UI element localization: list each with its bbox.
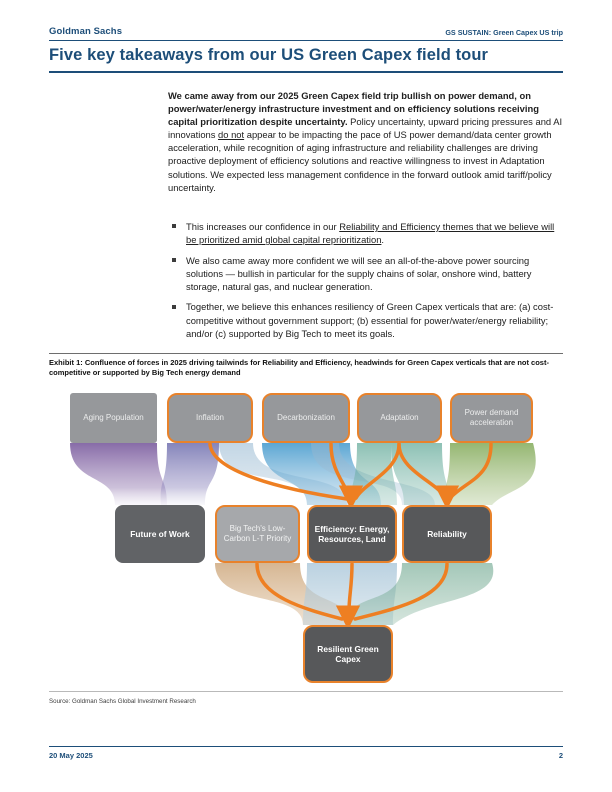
- node-label: Adaptation: [380, 413, 419, 422]
- node-label: Big Tech’s Low-Carbon L-T Priority: [223, 524, 292, 543]
- node-aging-population: [70, 393, 157, 443]
- node-label: Future of Work: [130, 529, 190, 539]
- flow-aging-to-fow: [70, 443, 167, 505]
- footer-rule: [49, 746, 563, 747]
- page-title: Five key takeaways from our US Green Capex field tour: [49, 46, 489, 64]
- footer-page-number: 2: [558, 751, 563, 760]
- node-reliability: [402, 505, 492, 563]
- bullet-square-icon: [172, 258, 176, 262]
- flow-inflation-to-fow: [161, 443, 219, 505]
- node-label: Inflation: [195, 413, 225, 422]
- title-rule: [49, 71, 563, 73]
- summary-text-2: appear to be impacting the pace of US power demand/data center growth acceleration, while recognition of aging infrastructure and reliability challenges are driving proactive deployment of efficiency solutions and reactive willingness to invest in Adaptation solutions. We expected less management confidence in the forward outlook amid tariff/policy uncertainty.: [168, 129, 552, 193]
- summary-lead: We came away from our 2025 Green Capex field trip bullish on power demand, on power/water/energy infrastructure investment and on efficiency solutions receiving capital prioritization despite uncertainty.: [168, 90, 539, 128]
- bullet-item-1: [172, 220, 565, 246]
- node-adaptation: [357, 393, 442, 443]
- bullet-square-icon: [172, 305, 176, 309]
- bullet-item-3: [172, 300, 565, 339]
- bullet-1-link[interactable]: Reliability and Efficiency themes that we believe will be prioritized amid global capital reprioritization: [186, 221, 555, 246]
- node-resilient-green-capex: [303, 625, 393, 683]
- bullet-item-2: [172, 254, 565, 293]
- header-rule: [49, 40, 563, 41]
- node-label: Resilient Green Capex: [317, 644, 379, 664]
- bullet-1-text-after: .: [381, 234, 385, 246]
- exhibit-title: Exhibit 1: Confluence of forces in 2025 driving tailwinds for Reliability and Efficiency, headwinds for Green Capex verticals that are not cost-competitive or supported by Big Tech energy demand: [49, 358, 549, 377]
- bullet-3-text: Together, we believe this enhances resiliency of Green Capex verticals that are: (a) cost-competitive without government support; (b) essential for power/water/energy reliability; and/or (c) supported by Big Tech to meet its goals.: [186, 301, 554, 339]
- node-label: Aging Population: [83, 413, 144, 422]
- node-label: Decarbonization: [277, 413, 335, 422]
- node-label: Power demand acceleration: [464, 408, 519, 427]
- node-label: Efficiency: Energy, Resources, Land: [314, 524, 390, 544]
- forces-flow-diagram: [49, 391, 563, 691]
- report-series-tag: GS SUSTAIN: Green Capex US trip: [445, 28, 563, 37]
- node-future-of-work: [115, 505, 205, 563]
- exhibit-top-rule: [49, 353, 563, 354]
- exhibit-source: Source: Goldman Sachs Global Investment Research: [49, 698, 196, 705]
- bullet-1-text: This increases our confidence in our: [186, 221, 340, 232]
- bullet-square-icon: [172, 224, 176, 228]
- summary-paragraph: [168, 89, 565, 194]
- exhibit-bottom-rule: [49, 691, 563, 692]
- summary-underline: do not: [218, 129, 245, 141]
- bullet-2-text: We also came away more confident we will see an all-of-the-above power sourcing solutions — bullish in particular for the supply chains of solar, onshore wind, battery storage, natural gas, and nuclear generation.: [186, 254, 532, 292]
- node-big-tech-low-carbon: [215, 505, 300, 563]
- node-power-demand-acceleration: [450, 393, 533, 443]
- node-decarbonization: [262, 393, 350, 443]
- brand-logo-text: Goldman Sachs: [49, 26, 123, 37]
- node-efficiency: [307, 505, 397, 563]
- footer-date: 20 May 2025: [49, 751, 93, 760]
- bullet-list: [172, 220, 565, 347]
- summary-text-1: Policy uncertainty, upward pricing pressures and AI innovations: [168, 116, 563, 141]
- node-inflation: [167, 393, 253, 443]
- node-label: Reliability: [427, 529, 467, 539]
